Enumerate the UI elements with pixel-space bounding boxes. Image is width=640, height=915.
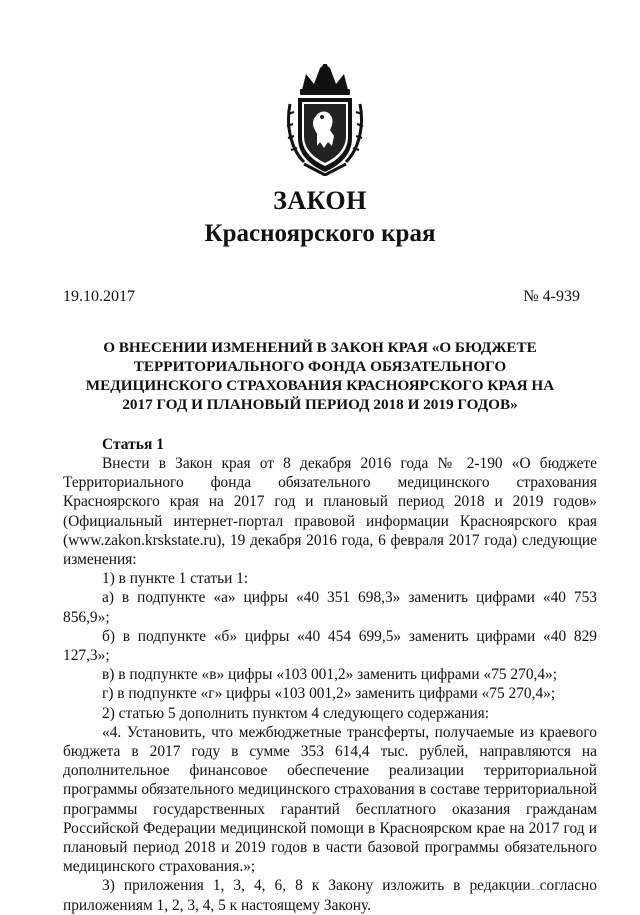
paragraph: б) в подпункте «б» цифры «40 454 699,5» заменить цифрами «40 829 127,3»; xyxy=(63,627,597,665)
paragraph: «4. Установить, что межбюджетные трансферты, получаемые из краевого бюджета в 2017 году в сумме 353 614,4 тыс. рублей, направляются на дополнительное финансовое обеспечение реализации территориальной программы обязательного медицинского страхования в составе территориальной программы государственных гарантий бесплатного оказания гражданам Российской Федерации медицинской помощи в Красноярском крае на 2017 год и плановый период 2018 и 2019 годов в части базовой программы обязательного медицинского страхования.»; xyxy=(63,723,597,876)
paragraph: 1) в пункте 1 статьи 1: xyxy=(102,570,249,588)
document-number: № 4-939 xyxy=(523,288,580,305)
paragraph: Внести в Закон края от 8 декабря 2016 года № 2-190 «О бюджете Территориального фонда обязательного медицинского страхования Красноярского края на 2017 год и плановый период 2018 и 2019 годов» (Официальный интернет-портал правовой информации Красноярского края (www.zakon.krskstate.ru), 19 декабря 2016 года, 6 февраля 2017 года) следующие изменения: xyxy=(63,455,597,569)
law-heading: О ВНЕСЕНИИ ИЗМЕНЕНИЙ В ЗАКОН КРАЯ «О БЮДЖЕТЕ ТЕРРИТОРИАЛЬНОГО ФОНДА ОБЯЗАТЕЛЬНОГО МЕДИЦИНСКОГО СТРАХОВАНИЯ КРАСНОЯРСКОГО КРАЯ НА 2017 ГОД И ПЛАНОВЫЙ ПЕРИОД 2018 И 2019 ГОДОВ» xyxy=(85,339,555,413)
paragraph: в) в подпункте «в» цифры «103 001,2» заменить цифрами «75 270,4»; xyxy=(102,666,558,684)
document-date: 19.10.2017 xyxy=(63,288,135,305)
paragraph: 3) приложения 1, 3, 4, 6, 8 к Закону изложить в редакции согласно приложениям 1, 2, 3, 4, 5 к настоящему Закону. xyxy=(63,877,597,914)
document-title: ЗАКОН xyxy=(273,186,367,215)
article-body xyxy=(63,454,597,915)
coat-of-arms-emblem xyxy=(284,64,366,176)
article-title: Статья 1 xyxy=(102,436,164,453)
paragraph: 2) статью 5 дополнить пунктом 4 следующего содержания: xyxy=(102,704,490,722)
paragraph: г) в подпункте «г» цифры «103 001,2» заменить цифрами «75 270,4»; xyxy=(102,685,556,703)
document-subtitle: Красноярского края xyxy=(204,220,436,247)
footer-divider xyxy=(470,889,550,890)
paragraph: а) в подпункте «а» цифры «40 351 698,3» заменить цифрами «40 753 856,9»; xyxy=(63,589,597,626)
